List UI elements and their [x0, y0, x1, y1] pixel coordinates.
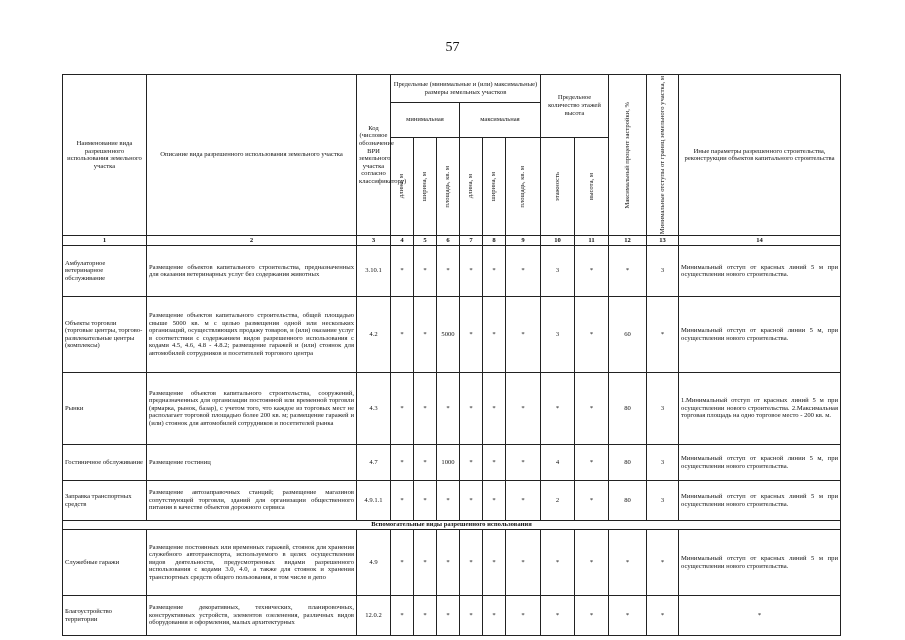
section-title: Вспомогательные виды разрешенного использования [63, 521, 841, 530]
row-description: Размещение гостиниц [147, 445, 357, 481]
row-value: * [391, 445, 414, 481]
row-value: * [460, 481, 483, 521]
row-value: * [483, 481, 506, 521]
land-use-table [62, 74, 841, 636]
row-value: * [575, 481, 609, 521]
row-value: * [506, 530, 541, 596]
row-value: * [391, 373, 414, 445]
column-number: 4 [391, 236, 414, 246]
row-value: * [414, 297, 437, 373]
row-value: * [506, 445, 541, 481]
row-value: * [391, 246, 414, 297]
row-value: 4 [541, 445, 575, 481]
row-value: * [609, 530, 647, 596]
column-number: 14 [679, 236, 841, 246]
table-row [63, 530, 841, 596]
row-code: 4.3 [357, 373, 391, 445]
header-height: высота, м [575, 137, 609, 235]
header-description: Описание вида разрешенного использования земельного участка [147, 75, 357, 236]
row-name: Служебные гаражи [63, 530, 147, 596]
row-value: * [414, 246, 437, 297]
row-value: * [437, 481, 460, 521]
header-code: Код (числовое обозначение ВРИ земельного участка согласно классификатору) [357, 75, 391, 236]
row-value: * [506, 481, 541, 521]
row-value: * [391, 297, 414, 373]
row-value: * [437, 246, 460, 297]
row-description: Размещение автозаправочных станций; размещение магазинов сопутствующей торговли, зданий для организации общественного питания в качестве объектов дорожного сервиса [147, 481, 357, 521]
row-other-params: Минимальный отступ от красной линии 5 м, при осуществлении нового строительства. [679, 297, 841, 373]
row-value: * [647, 297, 679, 373]
row-code: 4.7 [357, 445, 391, 481]
row-value: * [575, 373, 609, 445]
row-other-params: Минимальный отступ от красных линий 5 м при осуществлении нового строительства. [679, 246, 841, 297]
row-code: 4.9 [357, 530, 391, 596]
header-floors: этажность [541, 137, 575, 235]
row-value: * [506, 297, 541, 373]
row-description: Размещение декоративных, технических, планировочных, конструктивных устройств, элементов озеленения, различных видов оборудования и оформления, малых архитектурных [147, 596, 357, 636]
row-value: * [647, 596, 679, 636]
header-max-length: длина, м [460, 137, 483, 235]
header-other-params: Иные параметры разрешенного строительства, реконструкции объектов капитального строительства [679, 75, 841, 236]
row-value: 3 [647, 246, 679, 297]
column-number: 9 [506, 236, 541, 246]
table-row [63, 246, 841, 297]
row-name: Амбулаторное ветеринарное обслуживание [63, 246, 147, 297]
row-value: * [575, 530, 609, 596]
row-description: Размещение объектов капитального строительства, предназначенных для оказания ветеринарных услуг без содержания животных [147, 246, 357, 297]
header-minimum: минимальная [391, 103, 460, 137]
row-value: 3 [541, 297, 575, 373]
row-value: * [483, 596, 506, 636]
header-max-width: ширина, м [483, 137, 506, 235]
column-number: 12 [609, 236, 647, 246]
row-code: 12.0.2 [357, 596, 391, 636]
row-value: * [483, 530, 506, 596]
row-value: * [414, 445, 437, 481]
header-name: Наименование вида разрешенного использования земельного участка [63, 75, 147, 236]
column-number: 11 [575, 236, 609, 246]
row-value: * [609, 246, 647, 297]
table-row [63, 596, 841, 636]
row-value: * [460, 445, 483, 481]
header-height-limits: Предельное количество этажей высота [541, 75, 609, 138]
row-value: * [506, 596, 541, 636]
row-value: * [391, 530, 414, 596]
row-value: * [575, 445, 609, 481]
row-value: 3 [541, 246, 575, 297]
header-max-area: площадь, кв. м [506, 137, 541, 235]
column-number: 2 [147, 236, 357, 246]
row-value: * [541, 373, 575, 445]
column-number: 7 [460, 236, 483, 246]
column-number: 5 [414, 236, 437, 246]
column-number-row [63, 236, 841, 246]
row-value: 3 [647, 481, 679, 521]
row-value: * [460, 297, 483, 373]
row-value: 1000 [437, 445, 460, 481]
row-value: 3 [647, 373, 679, 445]
row-value: * [391, 481, 414, 521]
row-value: 2 [541, 481, 575, 521]
table-row [63, 373, 841, 445]
row-description: Размещение объектов капитального строительства, сооружений, предназначенных для организации постоянной или временной торговли (ярмарка, рынок, базар), с учетом того, что каждое из торговых мест не располагает торговой площадью более 200 кв. м; размещение гаражей и (или) стоянок для автомобилей сотрудников и посетителей рынка [147, 373, 357, 445]
row-other-params: Минимальный отступ от красных линий 5 м при осуществлении нового строительства. [679, 530, 841, 596]
row-value: * [541, 530, 575, 596]
row-value: * [460, 373, 483, 445]
header-min-width: ширина, м [414, 137, 437, 235]
row-value: 60 [609, 297, 647, 373]
header-min-area: площадь, кв. м [437, 137, 460, 235]
table-row [63, 481, 841, 521]
row-value: * [437, 373, 460, 445]
row-name: Гостиничное обслуживание [63, 445, 147, 481]
row-other-params: 1.Минимальный отступ от красных линий 5 м при осуществлении нового строительства. 2.Максимальная торговая площадь на одно торговое место - 200 кв. м. [679, 373, 841, 445]
table-row [63, 297, 841, 373]
row-code: 4.2 [357, 297, 391, 373]
row-value: * [541, 596, 575, 636]
header-setback: Минимальные отступы от границ земельного участка, м [647, 75, 679, 236]
column-number: 6 [437, 236, 460, 246]
row-value: 5000 [437, 297, 460, 373]
row-value: * [506, 373, 541, 445]
row-other-params: * [679, 596, 841, 636]
page-number: 57 [445, 40, 460, 55]
header-maximum: максимальная [460, 103, 541, 137]
row-value: * [483, 246, 506, 297]
column-number: 13 [647, 236, 679, 246]
row-value: * [437, 530, 460, 596]
row-value: * [483, 373, 506, 445]
row-value: * [460, 530, 483, 596]
row-value: * [391, 596, 414, 636]
column-number: 1 [63, 236, 147, 246]
row-value: * [609, 596, 647, 636]
header-build-percent: Максимальный процент застройки, % [609, 75, 647, 236]
row-name: Объекты торговли (торговые центры, торгово-развлекательные центры (комплексы) [63, 297, 147, 373]
row-value: * [575, 297, 609, 373]
row-value: * [414, 481, 437, 521]
row-value: * [575, 596, 609, 636]
row-code: 4.9.1.1 [357, 481, 391, 521]
row-name: Благоустройство территории [63, 596, 147, 636]
row-value: * [460, 246, 483, 297]
row-value: * [647, 530, 679, 596]
column-number: 8 [483, 236, 506, 246]
row-value: 3 [647, 445, 679, 481]
column-number: 3 [357, 236, 391, 246]
row-value: 80 [609, 481, 647, 521]
section-header-row [63, 521, 841, 530]
row-other-params: Минимальный отступ от красной линии 5 м, при осуществлении нового строительства. [679, 445, 841, 481]
row-description: Размещение объектов капитального строительства, общей площадью свыше 5000 кв. м с целью размещения одной или нескольких организаций, осуществляющих продажу товаров, и (или) оказание услуг в соответствии с содержанием видов разрешенного использования с кодами 4.5, 4.6, 4.8 - 4.8.2; размещение гаражей и (или) стоянок для автомобилей сотрудников и посетителей торгового центра [147, 297, 357, 373]
row-value: * [575, 246, 609, 297]
row-value: * [437, 596, 460, 636]
row-value: * [414, 596, 437, 636]
row-description: Размещение постоянных или временных гаражей, стоянок для хранения служебного автотранспорта, используемого в целях осуществления видов деятельности, предусмотренных видами разрешенного использования с кодами 3.0, 4.0, а также для стоянок и хранения транспортных средств общего пользования, в том числе в депо [147, 530, 357, 596]
column-number: 10 [541, 236, 575, 246]
row-value: 80 [609, 373, 647, 445]
header-min-length: длина, м [391, 137, 414, 235]
table-row [63, 445, 841, 481]
row-value: * [483, 297, 506, 373]
row-value: * [414, 530, 437, 596]
row-value: * [506, 246, 541, 297]
row-value: * [460, 596, 483, 636]
header-size-limits: Предельные (минимальные и (или) максимальные) размеры земельных участков [391, 75, 541, 103]
row-value: * [483, 445, 506, 481]
row-other-params: Минимальный отступ от красных линий 5 м при осуществлении нового строительства. [679, 481, 841, 521]
row-name: Заправка транспортных средств [63, 481, 147, 521]
row-value: 80 [609, 445, 647, 481]
row-name: Рынки [63, 373, 147, 445]
row-value: * [414, 373, 437, 445]
row-code: 3.10.1 [357, 246, 391, 297]
